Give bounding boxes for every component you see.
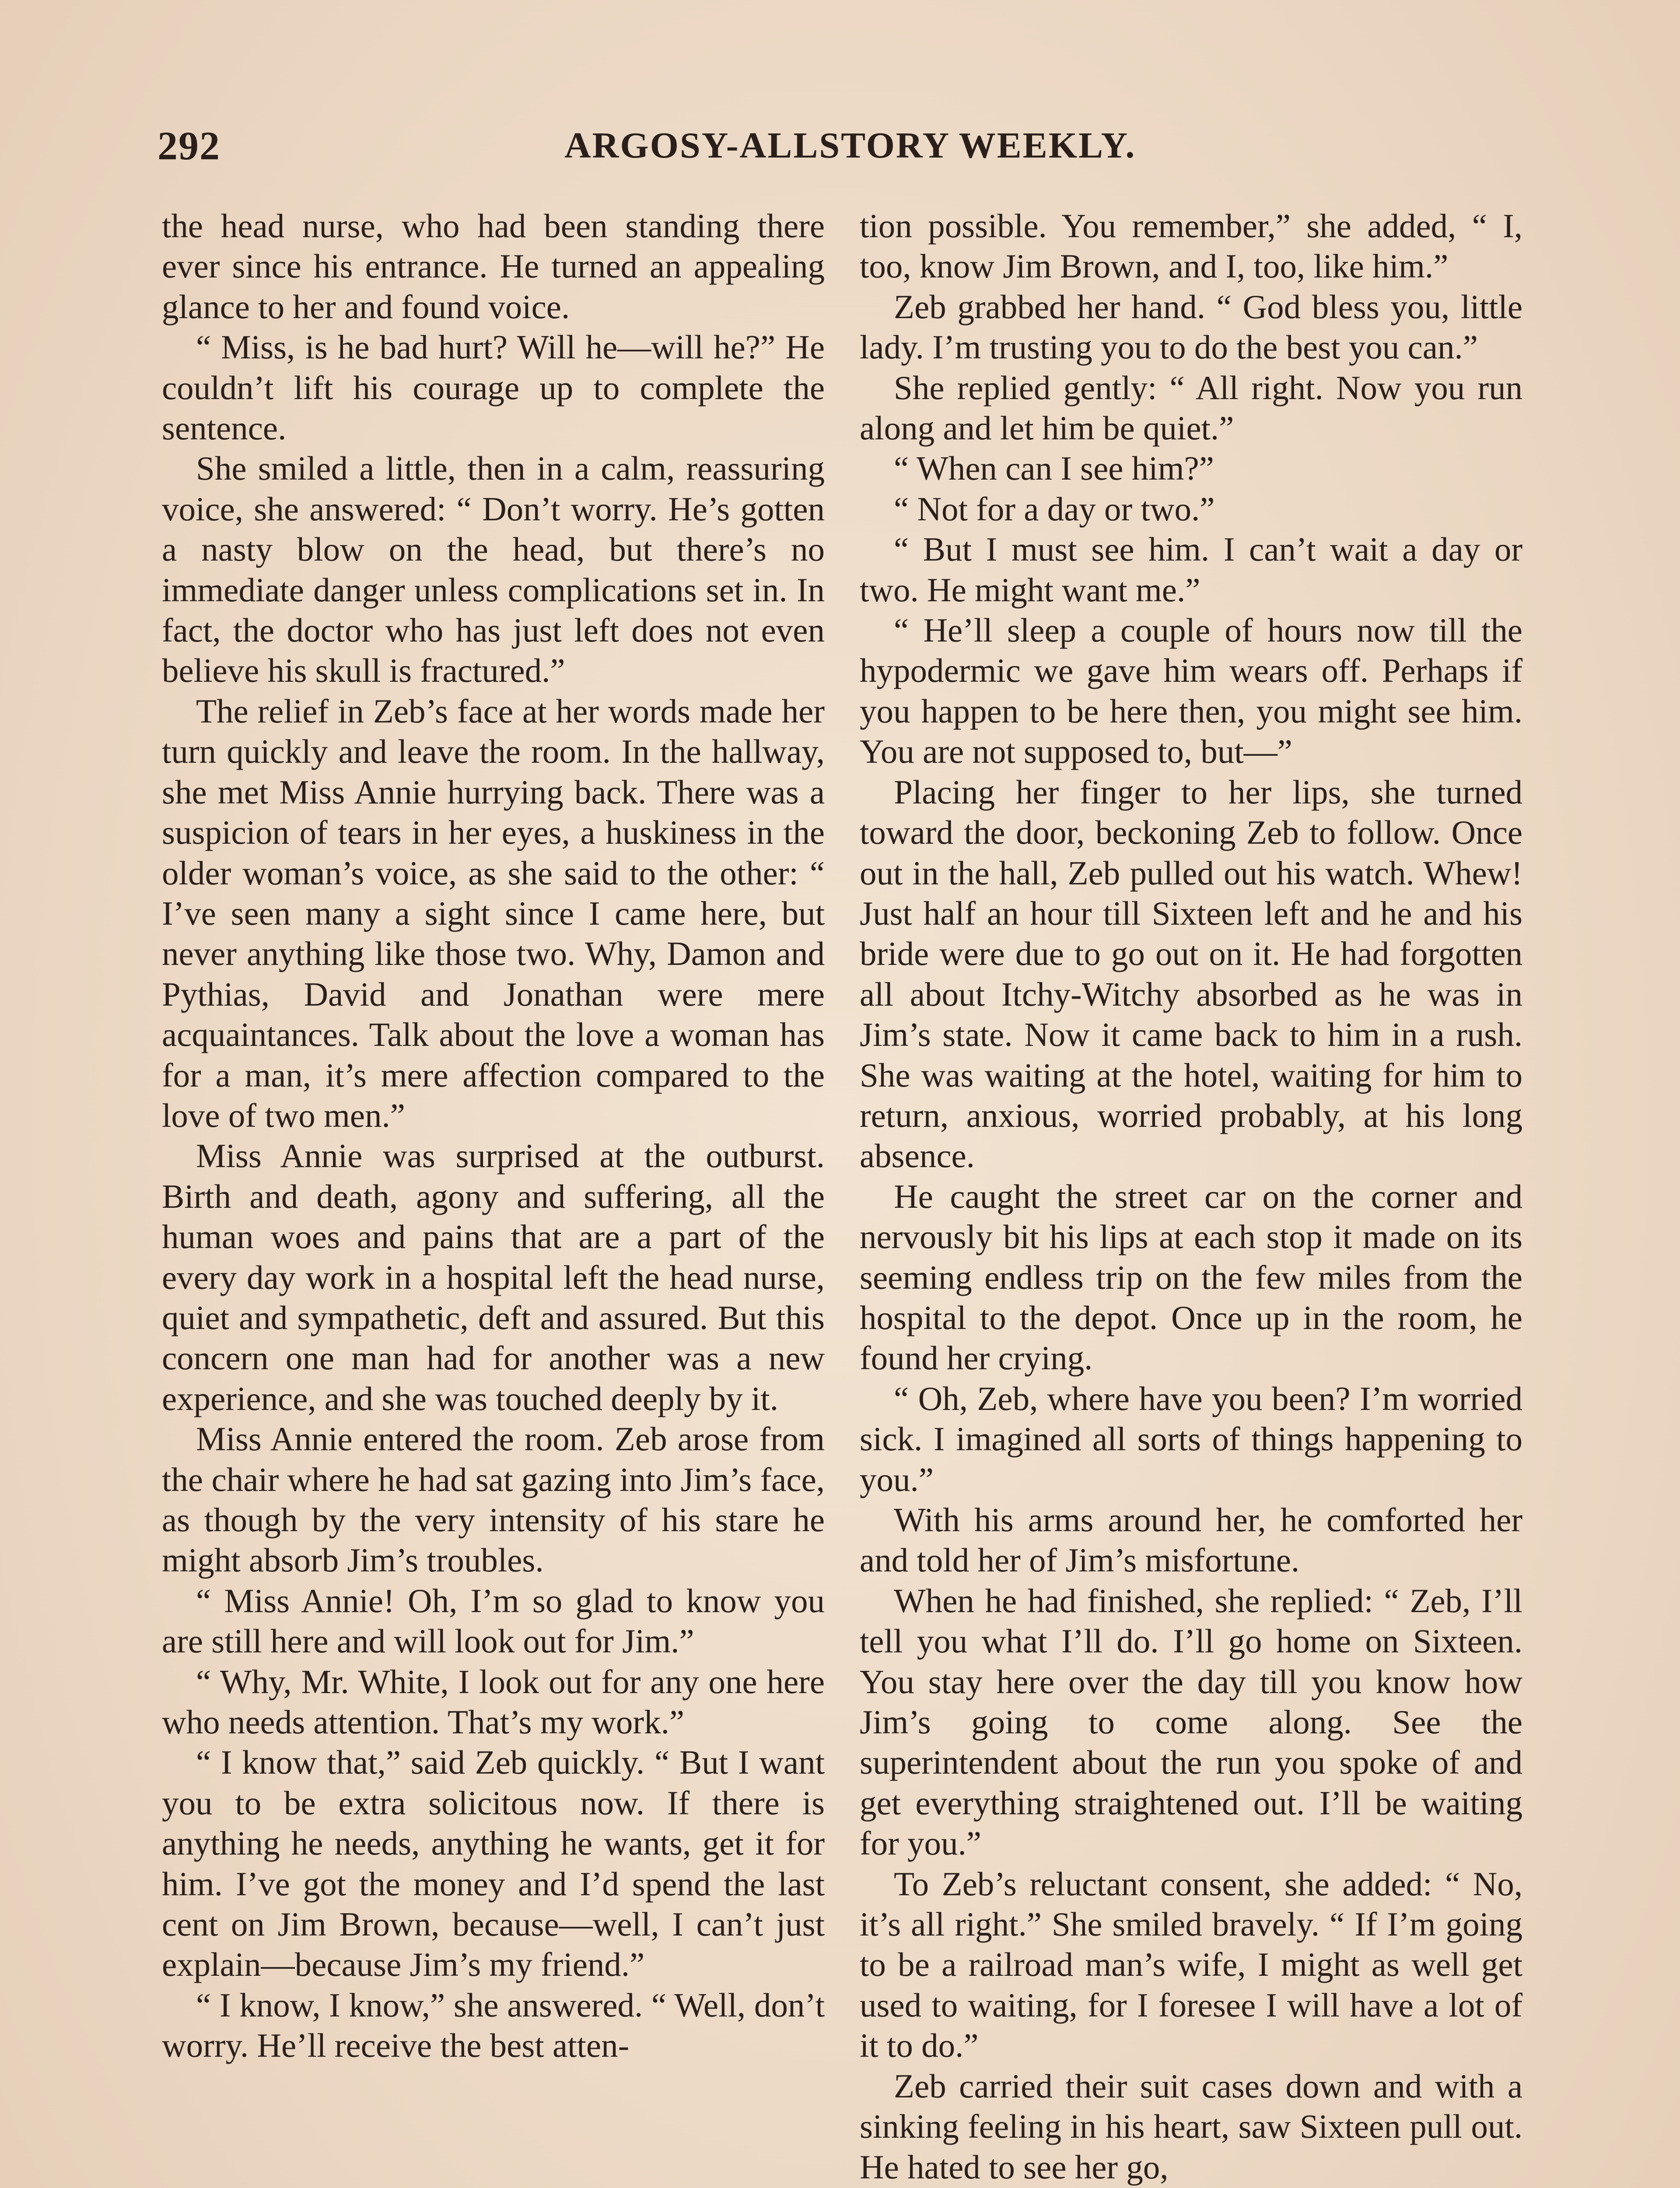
paragraph: tion possible. You remember,” she added, “ I, too, know Jim Brown, and I, too, like him.” bbox=[860, 207, 1522, 285]
paragraph: Zeb grabbed her hand. “ God bless you, little lady. I’m trusting you to do the best you can.” bbox=[860, 288, 1522, 366]
paragraph: She smiled a little, then in a calm, reassuring voice, she answered: “ Don’t worry. He’s gotten a nasty blow on the head, but there’s no immediate danger unless complications set in. In fact, the doctor who has just left does not even believe his skull is fractured.” bbox=[162, 449, 825, 690]
paragraph: “ I know, I know,” she answered. “ Well, don’t worry. He’ll receive the best atten- bbox=[162, 1986, 825, 2065]
paragraph: “ But I must see him. I can’t wait a day or two. He might want me.” bbox=[860, 530, 1522, 609]
left-column bbox=[162, 206, 825, 2066]
paragraph: “ When can I see him?” bbox=[894, 449, 1214, 487]
paragraph: “ Oh, Zeb, where have you been? I’m worried sick. I imagined all sorts of things happening to you.” bbox=[860, 1379, 1522, 1498]
paragraph: With his arms around her, he comforted her and told her of Jim’s misfortune. bbox=[860, 1501, 1522, 1579]
paragraph: Miss Annie entered the room. Zeb arose from the chair where he had sat gazing into Jim’s face, as though by the very intensity of his stare he might absorb Jim’s troubles. bbox=[162, 1420, 825, 1579]
paragraph: “ Not for a day or two.” bbox=[894, 490, 1215, 528]
running-head: ARGOSY-ALLSTORY WEEKLY. bbox=[564, 125, 1136, 166]
paragraph: the head nurse, who had been standing there ever since his entrance. He turned an appealing glance to her and found voice. bbox=[162, 207, 825, 326]
paragraph: She replied gently: “ All right. Now you run along and let him be quiet.” bbox=[860, 368, 1522, 447]
paragraph: When he had finished, she replied: “ Zeb, I’ll tell you what I’ll do. I’ll go home on Sixteen. You stay here over the day till you know how Jim’s going to come along. See the superintendent about the run you spoke of and get everything straightened out. I’ll be waiting for you.” bbox=[860, 1581, 1522, 1862]
paragraph: “ Why, Mr. White, I look out for any one here who needs attention. That’s my work.” bbox=[162, 1662, 825, 1741]
right-column bbox=[860, 206, 1522, 2187]
paragraph: “ He’ll sleep a couple of hours now till the hypodermic we gave him wears off. Perhaps if you happen to be here then, you might see him. You are not supposed to, but—” bbox=[860, 611, 1522, 771]
paragraph: Zeb carried their suit cases down and with a sinking feeling in his heart, saw Sixteen pull out. He hated to see her go, bbox=[860, 2067, 1522, 2186]
paragraph: He caught the street car on the corner and nervously bit his lips at each stop it made on its seeming endless trip on the few miles from the hospital to the depot. Once up in the room, he found her crying. bbox=[860, 1177, 1522, 1377]
paragraph: “ Miss Annie! Oh, I’m so glad to know you are still here and will look out for Jim.” bbox=[162, 1581, 825, 1660]
paragraph: The relief in Zeb’s face at her words made her turn quickly and leave the room. In the hallway, she met Miss Annie hurrying back. There was a suspicion of tears in her eyes, a huskiness in the older woman’s voice, as she said to the other: “ I’ve seen many a sight since I came here, but never anything like those two. Why, Damon and Pythias, David and Jonathan were mere acquaintances. Talk about the love a woman has for a man, it’s mere affection compared to the love of two men.” bbox=[162, 692, 825, 1134]
paragraph: To Zeb’s reluctant consent, she added: “ No, it’s all right.” She smiled bravely. “ If I’m going to be a railroad man’s wife, I might as well get used to waiting, for I foresee I will have a lot of it to do.” bbox=[860, 1865, 1522, 2065]
paragraph: “ Miss, is he bad hurt? Will he—will he?” He couldn’t lift his courage up to complete the sentence. bbox=[162, 328, 825, 447]
page-header bbox=[158, 123, 1522, 179]
paragraph: “ I know that,” said Zeb quickly. “ But I want you to be extra solicitous now. If there is anything he needs, anything he wants, get it for him. I’ve got the money and I’d spend the last cent on Jim Brown, because—well, I can’t just explain—because Jim’s my friend.” bbox=[162, 1743, 825, 1984]
paragraph: Placing her finger to her lips, she turned toward the door, beckoning Zeb to follow. Once out in the hall, Zeb pulled out his watch. Whew! Just half an hour till Sixteen left and he and his bride were due to go out on it. He had forgotten all about Itchy-Witchy absorbed as he was in Jim’s state. Now it came back to him in a rush. She was waiting at the hotel, waiting for him to return, anxious, worried probably, at his long absence. bbox=[860, 773, 1522, 1175]
page-number: 292 bbox=[158, 123, 220, 168]
paragraph: Miss Annie was surprised at the outburst. Birth and death, agony and suffering, all the human woes and pains that are a part of the every day work in a hospital left the head nurse, quiet and sympathetic, deft and assured. But this concern one man had for another was a new experience, and she was touched deeply by it. bbox=[162, 1137, 825, 1417]
